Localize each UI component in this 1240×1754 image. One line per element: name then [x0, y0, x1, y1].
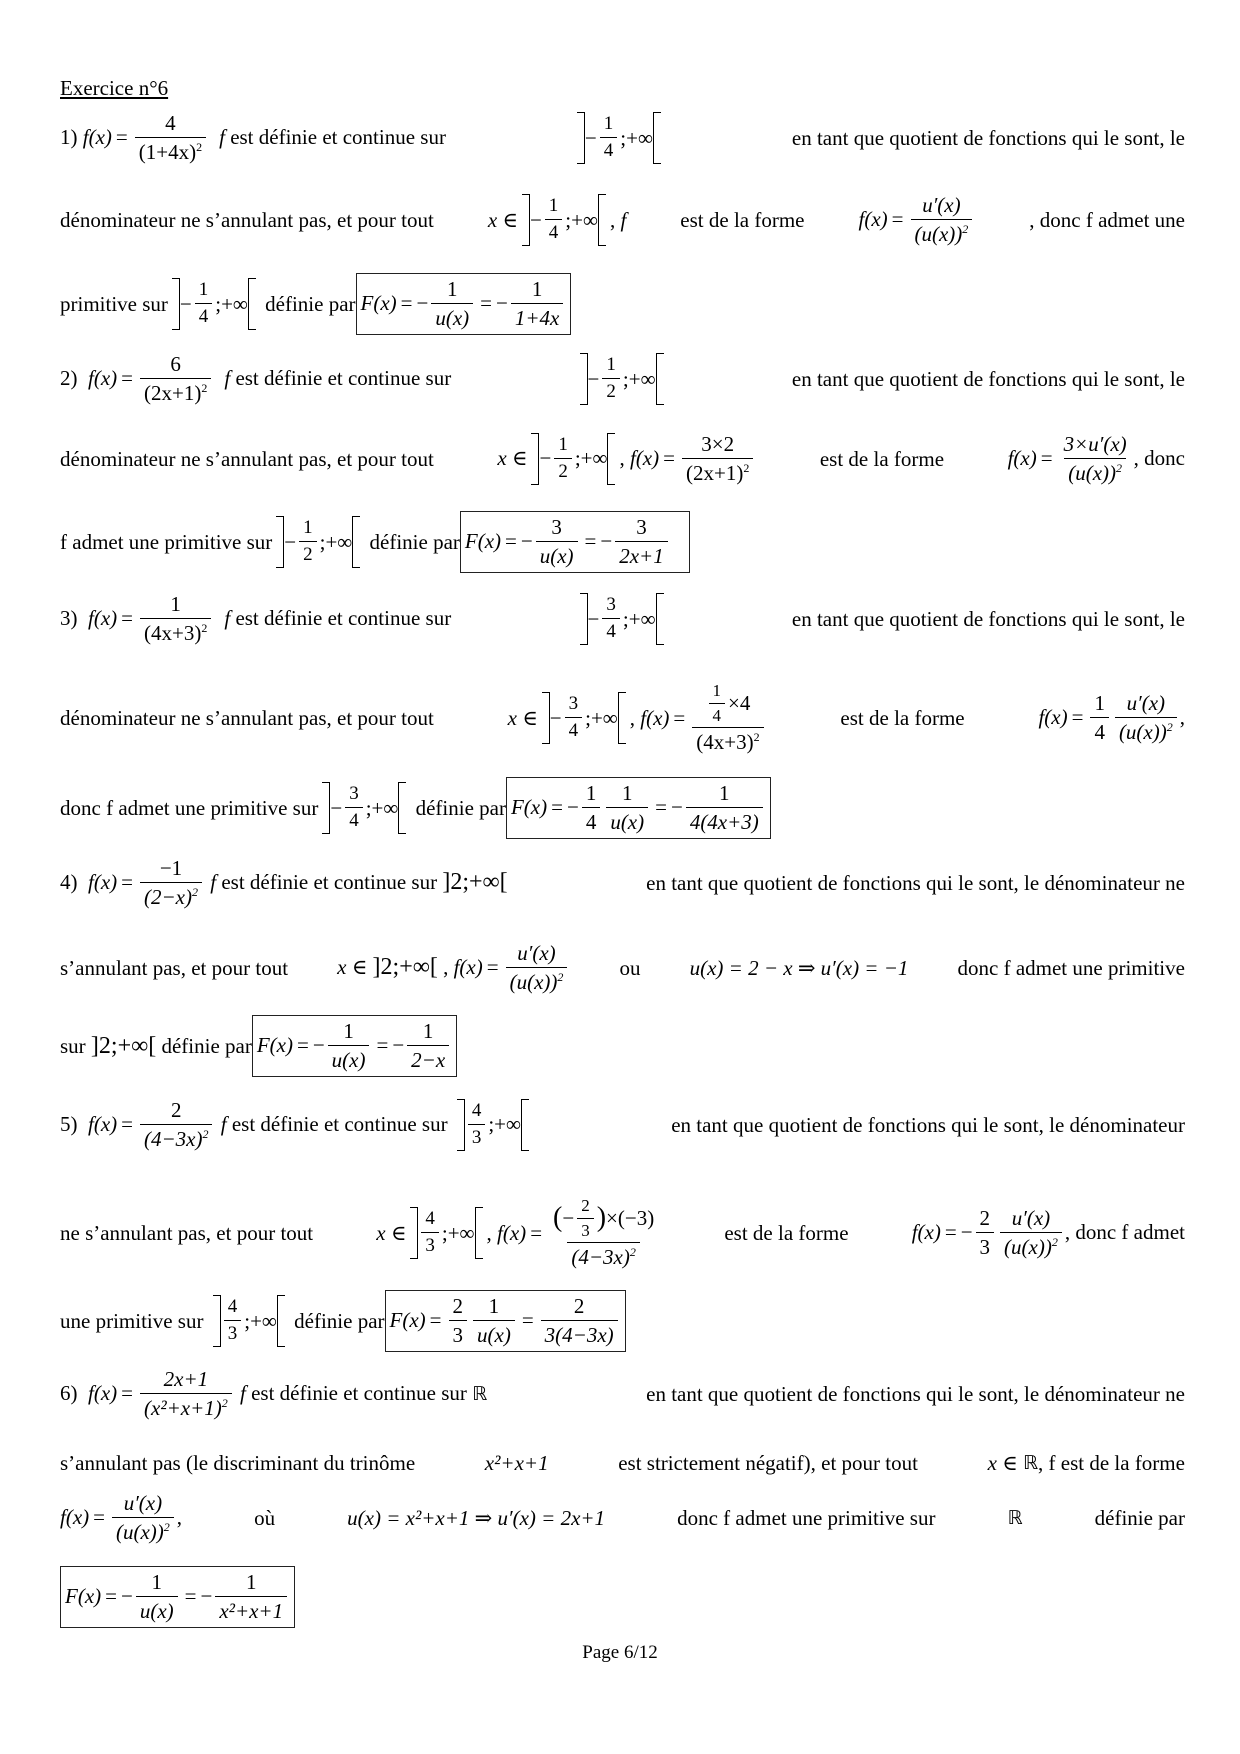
item-1-line-2: dénominateur ne s’annulant pas, et pour tout x ∈ − $\frac{1}{4}$ ;+∞ , f est de la forme f(x) = $\frac{u'(x)}{(u(x))^2}$ , donc f admet une: [60, 192, 1185, 246]
primitive-text: une primitive sur: [60, 1308, 204, 1333]
form-text: est de la forme: [724, 1220, 849, 1245]
f-fraction: $\frac{4}{(1+4x)^2}$: [135, 112, 206, 164]
quotient-text: en tant que quotient de fonctions qui le sont, le dénominateur: [671, 1112, 1185, 1137]
item-6-result: [60, 1560, 1185, 1634]
primitive-result-box: F(x) = − $\frac{1}{u(x)}$ = − $\frac{1}{\text{x²+x+1}}$: [60, 1566, 295, 1628]
quotient-text: en tant que quotient de fonctions qui le sont, le dénominateur ne: [646, 1381, 1185, 1406]
item-label: 5): [60, 1112, 78, 1137]
item-5-line-1: 5) f(x) = $\frac{2}{(4-3x)^2}$ f est définie et continue sur $\frac{4}{3}$ ;+∞ en tant que quotient de fonctions qui le sont, le dénominateur: [60, 1097, 1185, 1151]
item-4-line-2: s’annulant pas, et pour tout x ∈ ]2;+∞[ , f(x) = $\frac{u'(x)}{(u(x))^2}$ ou u(x) = 2 − x ⇒ u′(x) = −1 donc f admet une primitive: [60, 940, 1185, 994]
f-fraction: $\frac{-1}{(2-x)^2}$: [140, 857, 202, 909]
item-2-line-2: dénominateur ne s’annulant pas, et pour tout x ∈ − $\frac{1}{2}$ ;+∞ , f(x) = $\frac{3\times 2}{(2x+1)^2}$ est de la forme f(x) = $\frac{3\times u'(x)}{(u(x))^2}$ , donc: [60, 431, 1185, 485]
interval: − $\frac{1}{4}$ ;+∞: [172, 278, 256, 330]
interval: $\frac{4}{3}$ ;+∞: [410, 1207, 482, 1259]
item-6-line-3: f(x) = $\frac{u'(x)}{(u(x))^2}$ , où u(x) = x²+x+1 ⇒ u′(x) = 2x+1 donc f admet une primitive sur ℝ définie par: [60, 1490, 1185, 1544]
x-in-symbol: x ∈: [487, 207, 518, 232]
interval: $\frac{4}{3}$ ;+∞: [457, 1099, 529, 1151]
form-fraction: $\frac{3\times u'(x)}{(u(x))^2}$: [1063, 431, 1127, 485]
form-fraction: $\frac{u'(x)}{(u(x))^2}$: [911, 194, 973, 246]
f-fraction: $\frac{2}{(4-3x)^2}$: [140, 1099, 212, 1151]
primitive-result-box: F(x) = − $\frac{1}{u(x)}$ = − $\frac{1}{1+4x}$: [356, 273, 572, 335]
defined-by-text: définie par: [1094, 1505, 1185, 1530]
item-5-line-2: ne s’annulant pas, et pour tout x ∈ $\frac{4}{3}$ ;+∞ , f(x) = ( − $\frac{2}{3}$ ) ×(−3) $(4-3x)^2$ est de la forme f(x) = − $\frac{2}{3}$ $\frac{u'(x)}{(u(x))^2}$ , donc f admet: [60, 1195, 1185, 1270]
interval: − $\frac{1}{4}$ ;+∞: [522, 194, 606, 246]
item-label: 3): [60, 606, 78, 631]
interval: − $\frac{1}{2}$ ;+∞: [276, 516, 360, 568]
item-2-line-3: [60, 507, 1185, 577]
primitive-text: donc f admet une primitive sur: [60, 795, 319, 820]
item-6-line-1: 6) f(x) = $\frac{2x+1}{(x^2+x+1)^2}$ f est définie et continue sur ℝ en tant que quotient de fonctions qui le sont, le dénominateur ne: [60, 1366, 1185, 1420]
item-1-line-1: [60, 108, 1185, 168]
conclusion-text: , donc f admet une: [1029, 207, 1185, 232]
form-fraction: $\frac{u'(x)}{(u(x))^2}$: [1000, 1207, 1062, 1259]
rewrite-fraction: $\frac{1}{4}$ ×4 $(4x+3)^2$: [692, 682, 763, 754]
quotient-text: en tant que quotient de fonctions qui le sont, le: [791, 366, 1185, 391]
discriminant-text: est strictement négatif), et pour tout: [618, 1450, 918, 1475]
equals: =: [115, 125, 128, 150]
denominator-text: ne s’annulant pas, et pour tout: [60, 1220, 314, 1245]
definition-text: est définie et continue sur: [230, 125, 446, 150]
primitive-result-box: F(x) = − $\frac{3}{u(x)}$ = − $\frac{3}{2x+1}$: [460, 511, 690, 573]
interval: $\frac{4}{3}$ ;+∞: [213, 1295, 285, 1347]
item-2-line-1: 2) f(x) = $\frac{6}{(2x+1)^2}$ f est définie et continue sur − $\frac{1}{2}$ ;+∞ en tant que quotient de fonctions qui le sont, le: [60, 351, 1185, 405]
interval: − $\frac{3}{4}$ ;+∞: [580, 593, 664, 645]
f-fraction: $\frac{1}{(4x+3)^2}$: [140, 593, 211, 645]
form-fraction: $\frac{u'(x)}{(u(x))^2}$: [506, 942, 568, 994]
item-label: 2): [60, 366, 78, 391]
form-text: est de la forme: [680, 207, 805, 232]
item-label: 6): [60, 1381, 78, 1406]
item-3-line-3: [60, 772, 1185, 844]
form-fraction: $\frac{u'(x)}{(u(x))^2}$: [112, 1492, 174, 1544]
denominator-text: dénominateur ne s’annulant pas, et pour tout: [60, 705, 434, 730]
item-label: 4): [60, 870, 78, 895]
interval: ]2;+∞[: [442, 869, 508, 896]
defined-by-text: définie par: [294, 1308, 385, 1333]
sur-text: sur: [60, 1033, 86, 1058]
interval: − $\frac{1}{2}$ ;+∞: [580, 353, 664, 405]
defined-by-text: définie par: [415, 795, 506, 820]
primitive-text: f admet une primitive sur: [60, 529, 273, 554]
real-set-symbol: ℝ: [1007, 1507, 1023, 1529]
interval: − $\frac{3}{4}$ ;+∞: [322, 782, 406, 834]
defined-by-text: définie par: [265, 291, 356, 316]
or-text: ou: [619, 955, 641, 980]
item-4-line-3: [60, 1010, 1185, 1082]
rewrite-fraction: $\frac{3\times 2}{(2x+1)^2}$: [682, 433, 753, 485]
f-fraction: $\frac{6}{(2x+1)^2}$: [140, 353, 211, 405]
item-3-line-2: dénominateur ne s’annulant pas, et pour tout x ∈ − $\frac{3}{4}$ ;+∞ , f(x) = $\frac{1}{4}$ ×4 $(4x+3)^2$ est de la forme f(x) = $\frac{1}{4}$ $\frac{u'(x)}{(u(x))^2}$ ,: [60, 680, 1185, 755]
form-text: est de la forme: [819, 446, 945, 471]
primitive-result-box: F(x) = − $\frac{1}{u(x)}$ = − $\frac{1}{2-x}$: [252, 1015, 457, 1077]
trinome: x²+x+1: [484, 1450, 549, 1475]
item-3-line-1: 3) f(x) = $\frac{1}{(4x+3)^2}$ f est définie et continue sur − $\frac{3}{4}$ ;+∞ en tant que quotient de fonctions qui le sont, le: [60, 591, 1185, 645]
interval: − $\frac{1}{2}$ ;+∞: [531, 433, 615, 485]
exercise-title: Exercice n°6: [60, 76, 169, 100]
u-definition: u(x) = x²+x+1 ⇒ u′(x) = 2x+1: [347, 1505, 606, 1530]
defined-by-text: définie par: [161, 1033, 252, 1058]
defined-by-text: définie par: [369, 529, 460, 554]
denominator-text: dénominateur ne s’annulant pas, et pour tout: [60, 207, 434, 232]
f-symbol: f: [219, 125, 225, 150]
item-5-line-3: [60, 1285, 1185, 1357]
denominator-text: dénominateur ne s’annulant pas, et pour tout: [60, 446, 434, 471]
interval: − $\frac{3}{4}$ ;+∞: [542, 692, 626, 744]
item-4-line-1: 4) f(x) = $\frac{-1}{(2-x)^2}$ f est définie et continue sur ]2;+∞[ en tant que quotient de fonctions qui le sont, le dénominateur ne: [60, 855, 1185, 909]
primitive-result-box: F(x) = $\frac{2}{3}$ $\frac{1}{u(x)}$ = $\frac{2}{3(4-3x)}$: [385, 1290, 626, 1352]
item-1-line-3: [60, 268, 1185, 340]
f-fraction: $\frac{2x+1}{(x^2+x+1)^2}$: [140, 1368, 232, 1420]
primitive-text: primitive sur: [60, 291, 168, 316]
item-label: 1): [60, 125, 78, 150]
denominator-text: s’annulant pas (le discriminant du trinôme: [60, 1450, 416, 1475]
denominator-text: s’annulant pas, et pour tout: [60, 955, 289, 980]
interval: − $\frac{1}{4}$ ;+∞: [577, 112, 661, 164]
rewrite-fraction: ( − $\frac{2}{3}$ ) ×(−3) $(4-3x)^2$: [553, 1195, 655, 1270]
form-text: est de la forme: [840, 705, 965, 730]
quotient-text: en tant que quotient de fonctions qui le sont, le dénominateur ne: [646, 870, 1185, 895]
primitive-result-box: F(x) = − $\frac{1}{4}$ $\frac{1}{u(x)}$ = − $\frac{1}{4(4x+3)}$: [506, 777, 771, 839]
fx-symbol: f(x): [82, 125, 112, 150]
u-definition: u(x) = 2 − x ⇒ u′(x) = −1: [689, 955, 909, 980]
real-set-symbol: ℝ: [472, 1382, 488, 1405]
conclusion-text: donc f admet une primitive: [957, 955, 1185, 980]
form-fraction: $\frac{u'(x)}{(u(x))^2}$: [1115, 692, 1177, 744]
conclusion-text: donc f admet une primitive sur: [677, 1505, 936, 1530]
where-text: où: [254, 1505, 276, 1530]
quotient-text: en tant que quotient de fonctions qui le sont, le: [791, 125, 1185, 150]
page-number: Page 6/12: [582, 1642, 658, 1663]
interval: ]2;+∞[: [90, 1032, 157, 1059]
quotient-text: en tant que quotient de fonctions qui le sont, le: [791, 606, 1185, 631]
item-6-line-2: s’annulant pas (le discriminant du trinôme x²+x+1 est strictement négatif), et pour tout x ∈ ℝ , f est de la forme: [60, 1450, 1185, 1475]
